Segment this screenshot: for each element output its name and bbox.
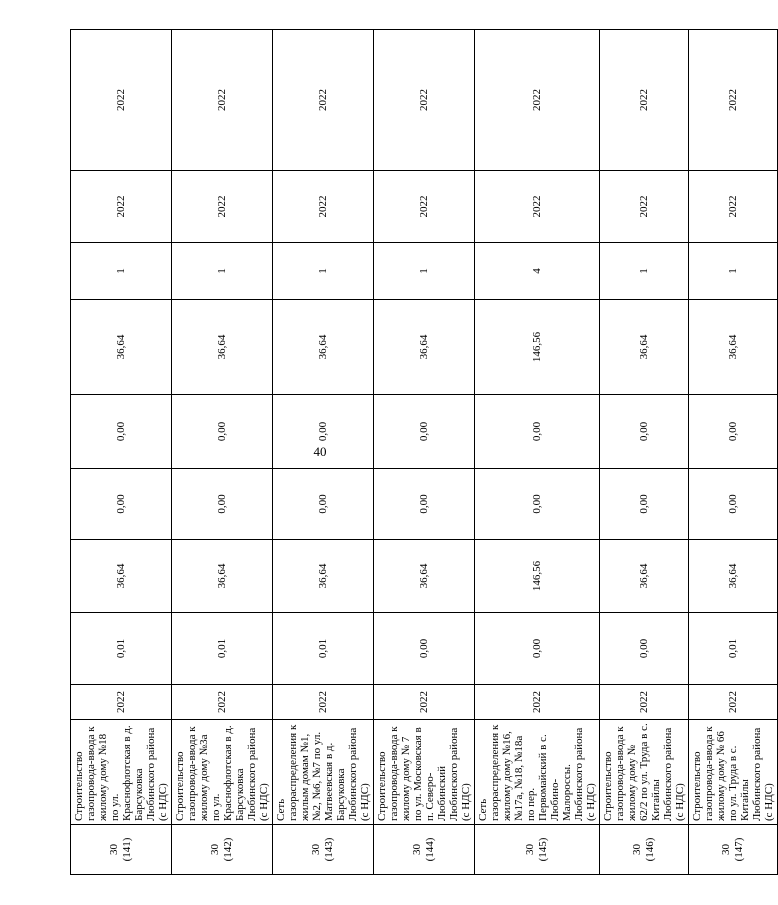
year-cell: 2022 xyxy=(475,685,600,720)
value-4-cell: 0,00 xyxy=(689,395,778,469)
value-5-cell: 146,56 xyxy=(475,300,600,395)
row-number-cell: 30 (145) xyxy=(475,825,600,875)
description-cell: Строительство газопровода-ввода к жилому дому № 66 по ул. Труда в с. Китайлы Любинского района (с НДС) xyxy=(689,720,778,825)
year-cell: 2022 xyxy=(172,685,273,720)
value-3-cell: 0,00 xyxy=(273,469,374,540)
quantity-cell: 1 xyxy=(374,243,475,300)
value-1-cell: 0,01 xyxy=(172,613,273,685)
value-5-cell: 36,64 xyxy=(374,300,475,395)
year-cell: 2022 xyxy=(374,685,475,720)
value-4-cell: 0,00 xyxy=(600,395,689,469)
value-1-cell: 0,00 xyxy=(475,613,600,685)
value-1-cell: 0,01 xyxy=(689,613,778,685)
description-cell: Строительство газопровода-ввода к жилому дому №18 по ул. Краснофлотская в д. Барсуковка Любинского района (с НДС) xyxy=(71,720,172,825)
row-number-cell: 30 (143) xyxy=(273,825,374,875)
row-number-cell: 30 (141) xyxy=(71,825,172,875)
table-row xyxy=(273,30,374,875)
end-year-cell: 2022 xyxy=(689,30,778,171)
year-cell: 2022 xyxy=(71,685,172,720)
table-row xyxy=(71,30,172,875)
value-5-cell: 36,64 xyxy=(172,300,273,395)
value-4-cell: 0,00 xyxy=(475,395,600,469)
value-3-cell: 0,00 xyxy=(475,469,600,540)
end-year-cell: 2022 xyxy=(600,30,689,171)
row-number-cell: 30 (146) xyxy=(600,825,689,875)
end-year-cell: 2022 xyxy=(71,30,172,171)
value-3-cell: 0,00 xyxy=(172,469,273,540)
rotated-table xyxy=(70,30,775,875)
table-row xyxy=(172,30,273,875)
value-3-cell: 0,00 xyxy=(71,469,172,540)
quantity-cell: 4 xyxy=(475,243,600,300)
quantity-cell: 1 xyxy=(273,243,374,300)
year-cell: 2022 xyxy=(600,685,689,720)
value-5-cell: 36,64 xyxy=(689,300,778,395)
value-3-cell: 0,00 xyxy=(600,469,689,540)
end-year-cell: 2022 xyxy=(475,30,600,171)
value-4-cell: 0,00 xyxy=(273,395,374,469)
value-4-cell: 0,00 xyxy=(172,395,273,469)
table-row xyxy=(600,30,689,875)
row-number-cell: 30 (147) xyxy=(689,825,778,875)
start-year-cell: 2022 xyxy=(600,171,689,243)
value-1-cell: 0,01 xyxy=(71,613,172,685)
value-1-cell: 0,00 xyxy=(374,613,475,685)
year-cell: 2022 xyxy=(689,685,778,720)
value-1-cell: 0,01 xyxy=(273,613,374,685)
table-body xyxy=(71,30,778,875)
quantity-cell: 1 xyxy=(172,243,273,300)
value-2-cell: 36,64 xyxy=(71,540,172,613)
description-cell: Строительство газопровода-ввода к жилому дому № 62/2 по ул. Труда в с. Китайлы Любинского района (с НДС) xyxy=(600,720,689,825)
description-cell: Строительство газопровода-ввода к жилому дому №3а по ул. Краснофлотская в д. Барсуковка Любинского района (с НДС) xyxy=(172,720,273,825)
value-5-cell: 36,64 xyxy=(600,300,689,395)
table-row xyxy=(374,30,475,875)
year-cell: 2022 xyxy=(273,685,374,720)
quantity-cell: 1 xyxy=(71,243,172,300)
description-cell: Сеть газораспределения к жилому дому №16, №17а, №18, №18а по пер. Первомайский в с. Любино-Малороссы. Любинского района (с НДС) xyxy=(475,720,600,825)
value-1-cell: 0,00 xyxy=(600,613,689,685)
value-2-cell: 146,56 xyxy=(475,540,600,613)
start-year-cell: 2022 xyxy=(689,171,778,243)
row-number-cell: 30 (144) xyxy=(374,825,475,875)
start-year-cell: 2022 xyxy=(475,171,600,243)
value-5-cell: 36,64 xyxy=(71,300,172,395)
page-number: 40 xyxy=(313,444,327,459)
value-2-cell: 36,64 xyxy=(600,540,689,613)
table-row xyxy=(475,30,600,875)
description-cell: Сеть газораспределения к жилым домам №1, №2, №6, №7 по ул. Матвеевская в д. Барсуковка Любинского района (с НДС) xyxy=(273,720,374,825)
value-2-cell: 36,64 xyxy=(374,540,475,613)
quantity-cell: 1 xyxy=(689,243,778,300)
value-2-cell: 36,64 xyxy=(172,540,273,613)
data-table xyxy=(70,29,778,875)
value-2-cell: 36,64 xyxy=(689,540,778,613)
start-year-cell: 2022 xyxy=(71,171,172,243)
value-5-cell: 36,64 xyxy=(273,300,374,395)
start-year-cell: 2022 xyxy=(374,171,475,243)
description-cell: Строительство газопровода-ввода к жилому дому № 7 по ул. Московская в п. Северо-Любинский Любинского района (с НДС) xyxy=(374,720,475,825)
start-year-cell: 2022 xyxy=(273,171,374,243)
quantity-cell: 1 xyxy=(600,243,689,300)
value-2-cell: 36,64 xyxy=(273,540,374,613)
start-year-cell: 2022 xyxy=(172,171,273,243)
value-4-cell: 0,00 xyxy=(374,395,475,469)
end-year-cell: 2022 xyxy=(374,30,475,171)
end-year-cell: 2022 xyxy=(172,30,273,171)
value-4-cell: 0,00 xyxy=(71,395,172,469)
value-3-cell: 0,00 xyxy=(374,469,475,540)
row-number-cell: 30 (142) xyxy=(172,825,273,875)
end-year-cell: 2022 xyxy=(273,30,374,171)
table-row xyxy=(689,30,778,875)
value-3-cell: 0,00 xyxy=(689,469,778,540)
